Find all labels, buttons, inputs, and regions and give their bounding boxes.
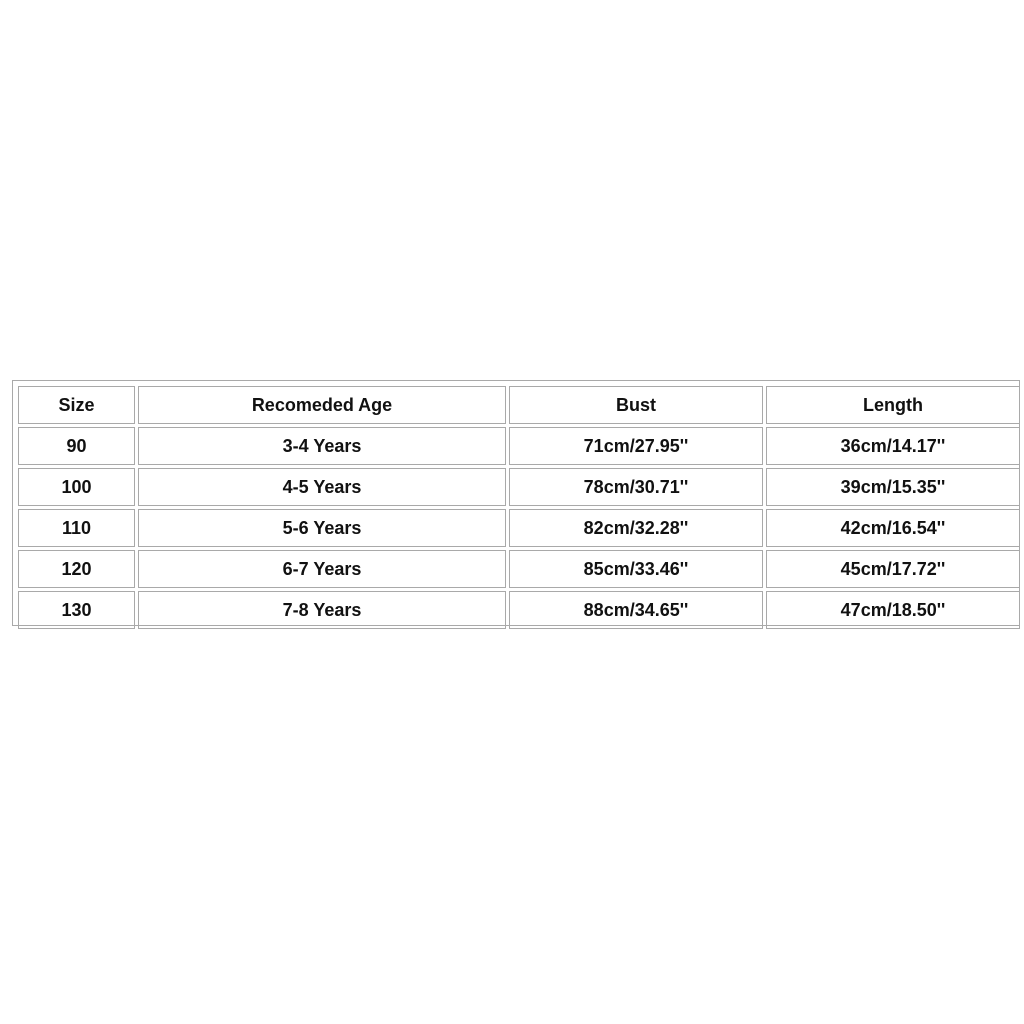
cell-bust: 82cm/32.28'' (509, 509, 763, 547)
cell-length: 36cm/14.17'' (766, 427, 1020, 465)
cell-size: 110 (18, 509, 135, 547)
cell-bust: 78cm/30.71'' (509, 468, 763, 506)
header-bust: Bust (509, 386, 763, 424)
cell-size: 130 (18, 591, 135, 629)
cell-size: 100 (18, 468, 135, 506)
table-row (18, 550, 1020, 588)
cell-age: 4-5 Years (138, 468, 506, 506)
table-row (18, 591, 1020, 629)
cell-age: 3-4 Years (138, 427, 506, 465)
cell-length: 45cm/17.72'' (766, 550, 1020, 588)
cell-bust: 71cm/27.95'' (509, 427, 763, 465)
header-length: Length (766, 386, 1020, 424)
size-chart (12, 380, 1020, 626)
cell-length: 39cm/15.35'' (766, 468, 1020, 506)
header-recommended-age: Recomeded Age (138, 386, 506, 424)
cell-age: 5-6 Years (138, 509, 506, 547)
cell-length: 42cm/16.54'' (766, 509, 1020, 547)
cell-size: 120 (18, 550, 135, 588)
table-row (18, 468, 1020, 506)
cell-bust: 85cm/33.46'' (509, 550, 763, 588)
cell-bust: 88cm/34.65'' (509, 591, 763, 629)
table-header-row (18, 386, 1020, 424)
header-size: Size (18, 386, 135, 424)
cell-age: 6-7 Years (138, 550, 506, 588)
table-row (18, 427, 1020, 465)
cell-size: 90 (18, 427, 135, 465)
cell-length: 47cm/18.50'' (766, 591, 1020, 629)
cell-age: 7-8 Years (138, 591, 506, 629)
size-table (15, 383, 1023, 632)
table-row (18, 509, 1020, 547)
